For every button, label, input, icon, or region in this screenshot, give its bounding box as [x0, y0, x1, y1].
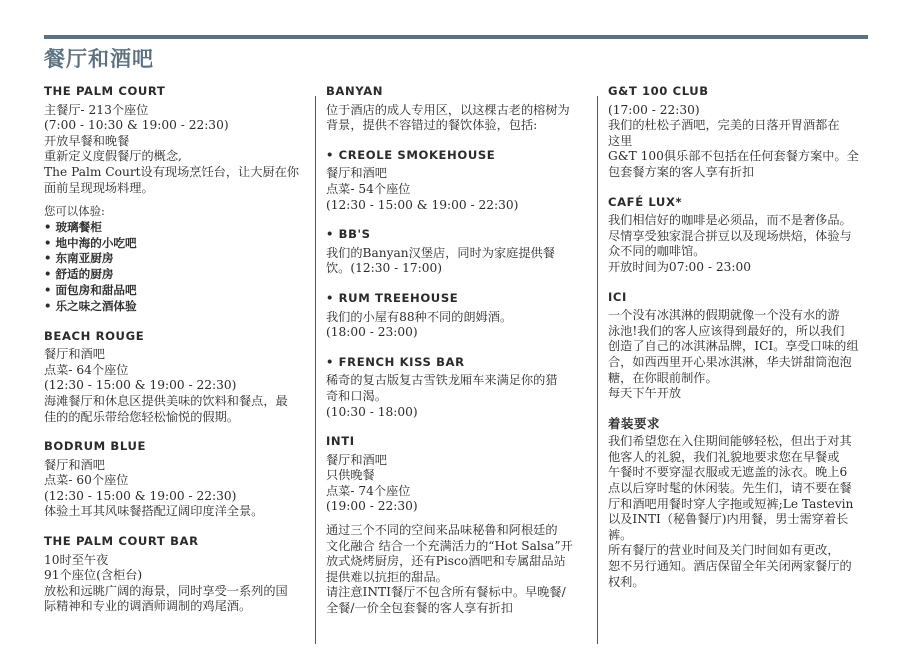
text-line: 重新定义度假餐厅的概念,	[44, 149, 182, 164]
experience-list	[44, 220, 306, 315]
text-line: 权利。	[608, 574, 645, 589]
section-title: ICI	[608, 289, 627, 304]
text-line: 奇和口渴。	[326, 388, 387, 403]
text-line: 创造了自己的冰淇淋品牌，ICI。享受口味的组	[608, 339, 859, 354]
text-line: 主餐厅- 213个座位	[44, 102, 149, 117]
list-item: • 地中海的小吃吧	[44, 236, 306, 252]
text-line: 厅和酒吧用餐时穿人字拖或短裤;Le Tastevin	[608, 496, 854, 511]
text-line: 文化融合 结合一个充满活力的“Hot Salsa”开	[326, 538, 573, 553]
text-line: 合，如西西里开心果冰淇淋，华夫饼甜筒泡泡	[608, 354, 852, 369]
text-line: 裤。	[608, 527, 633, 542]
section-title: CAFÉ LUX*	[608, 194, 683, 209]
text-line: 背景，提供不容错过的餐饮体验，包括:	[326, 118, 538, 133]
section-title: THE PALM COURT	[44, 84, 166, 98]
text-line: 我们的Banyan汉堡店，同时为家庭提供餐	[326, 245, 555, 260]
column-1	[44, 84, 306, 629]
text-line: 稀奇的复古版复古雪铁龙厢车来满足你的猎	[326, 373, 558, 388]
text-line: 我们相信好的咖啡是必须品，而不是奢侈品。	[608, 213, 852, 228]
list-item: • 舒适的厨房	[44, 267, 306, 283]
text-line: (12:30 - 15:00 & 19:00 - 22:30)	[44, 488, 237, 503]
section-title: 着装要求	[608, 415, 660, 431]
text-line: 请注意INTI餐厅不包含所有餐标中。早晚餐/	[326, 585, 566, 600]
section-gt-100-club	[608, 84, 870, 181]
text-line: 餐厅和酒吧	[44, 347, 105, 362]
text-line: 10时至午夜	[44, 552, 109, 567]
section-title: INTI	[326, 434, 355, 449]
list-item: • 面包房和甜品吧	[44, 283, 306, 299]
text-line: 我们的小屋有88种不同的朗姆酒。	[326, 309, 513, 324]
page-title: 餐厅和酒吧	[44, 47, 154, 71]
text-line: (18:00 - 23:00)	[326, 325, 418, 340]
experience-label: 您可以体验:	[44, 204, 105, 219]
text-line: 只供晚餐	[326, 468, 375, 483]
text-line: 这里	[608, 133, 633, 148]
section-creole-smokehouse	[326, 148, 586, 213]
text-line: 餐厅和酒吧	[326, 166, 387, 181]
text-line: 点菜- 54个座位	[326, 181, 411, 196]
text-line: 放式烧烤厨房，还有Pisco酒吧和专属甜品站	[326, 554, 566, 569]
list-item: • 乐之味之酒体验	[44, 299, 306, 315]
text-line: 尽情享受独家混合拼豆以及现场烘焙，体验与	[608, 228, 852, 243]
text-line: 体验土耳其风味餐搭配辽阔印度洋全景。	[44, 504, 264, 519]
text-line: 午餐时不要穿湿衣服或无遮盖的泳衣。晚上6	[608, 465, 848, 480]
text-line: 点菜- 74个座位	[326, 483, 411, 498]
section-beach-rouge	[44, 329, 306, 426]
section-ici	[608, 290, 870, 402]
text-line: The Palm Court设有现场烹饪台，让大厨在你	[44, 164, 299, 179]
section-palm-court-bar	[44, 534, 306, 615]
text-line: 全餐/一价全包套餐的客人享有折扣	[326, 601, 513, 616]
section-title: G&T 100 CLUB	[608, 84, 709, 98]
section-title: • RUM TREEHOUSE	[326, 291, 586, 307]
text-line: 提供难以抗拒的甜品。	[326, 569, 448, 584]
text-line: 恕不另行通知。酒店保留全年关闭两家餐厅的	[608, 559, 852, 574]
text-line: 开放早餐和晚餐	[44, 133, 130, 148]
list-item: • 玻璃餐柜	[44, 220, 306, 236]
text-line: 众不同的咖啡馆。	[608, 244, 706, 259]
section-rum-treehouse	[326, 291, 586, 341]
text-line: 所有餐厅的营业时间及关门时间如有更改，	[608, 543, 840, 558]
section-title: • BB'S	[326, 227, 586, 243]
text-line: (19:00 - 22:30)	[326, 499, 418, 514]
text-line: 点菜- 60个座位	[44, 473, 129, 488]
text-line: 通过三个不同的空间来品味秘鲁和阿根廷的	[326, 523, 558, 538]
section-inti	[326, 434, 586, 617]
text-line: 际精神和专业的调酒师调制的鸡尾酒。	[44, 599, 252, 614]
text-line: 位于酒店的成人专用区，以这棵古老的榕树为	[326, 102, 570, 117]
text-line: G&T 100俱乐部不包括在任何套餐方案中。全	[608, 149, 859, 164]
text-line: 放松和远眺广阔的海景，同时享受一系列的国	[44, 583, 288, 598]
text-line: 点以后穿时髦的休闲装。先生们，请不要在餐	[608, 481, 852, 496]
section-title: • CREOLE SMOKEHOUSE	[326, 148, 586, 164]
column-divider	[597, 96, 598, 644]
section-bbs	[326, 227, 586, 277]
section-banyan	[326, 84, 586, 134]
section-bodrum-blue	[44, 439, 306, 520]
text-line: 饮。(12:30 - 17:00)	[326, 261, 442, 276]
section-title: BODRUM BLUE	[44, 439, 146, 454]
text-line: (12:30 - 15:00 & 19:00 - 22:30)	[44, 378, 237, 393]
section-title: BANYAN	[326, 84, 384, 98]
column-divider	[315, 96, 316, 644]
section-title: • FRENCH KISS BAR	[326, 355, 586, 371]
text-line: (17:00 - 22:30)	[608, 102, 700, 117]
text-line: 以及INTI（秘鲁餐厅)内用餐，男士需穿着长	[608, 512, 849, 527]
text-line: 我们希望您在入住期间能够轻松，但出于对其	[608, 434, 852, 449]
text-line: 91个座位(含柜台)	[44, 568, 143, 583]
column-3	[608, 84, 870, 604]
section-title: BEACH ROUGE	[44, 328, 145, 343]
text-line: 餐厅和酒吧	[44, 457, 105, 472]
section-french-kiss-bar	[326, 355, 586, 420]
text-line: (12:30 - 15:00 & 19:00 - 22:30)	[326, 197, 519, 212]
text-line: 泳池!我们的客人应该得到最好的，所以我们	[608, 323, 845, 338]
spacer	[326, 515, 586, 523]
text-line: 包套餐方案的客人享有折扣	[608, 164, 755, 179]
section-cafe-lux	[608, 195, 870, 276]
text-line: 海滩餐厅和休息区提供美味的饮料和餐点，最	[44, 393, 288, 408]
text-line: 一个没有冰淇淋的假期就像一个没有水的游	[608, 308, 840, 323]
list-item: • 东南亚厨房	[44, 251, 306, 267]
section-title: THE PALM COURT BAR	[44, 534, 199, 549]
text-line: (7:00 - 10:30 & 19:00 - 22:30)	[44, 118, 229, 133]
text-line: 开放时间为07:00 - 23:00	[608, 259, 752, 274]
text-line: 糖，在你眼前制作。	[608, 370, 718, 385]
text-line: (10:30 - 18:00)	[326, 404, 418, 419]
text-line: 面前呈现现场料理。	[44, 180, 154, 195]
section-palm-court	[44, 84, 306, 315]
text-line: 点菜- 64个座位	[44, 362, 129, 377]
text-line: 餐厅和酒吧	[326, 452, 387, 467]
text-line: 佳的的配乐带给您轻松愉悦的假期。	[44, 409, 239, 424]
column-2	[326, 84, 586, 631]
text-line: 我们的杜松子酒吧，完美的日落开胃酒都在	[608, 118, 840, 133]
top-rule	[44, 35, 868, 39]
section-dress-code	[608, 416, 870, 591]
text-line: 每天下午开放	[608, 386, 682, 401]
text-line: 他客人的礼貌，我们礼貌地要求您在早餐或	[608, 449, 840, 464]
